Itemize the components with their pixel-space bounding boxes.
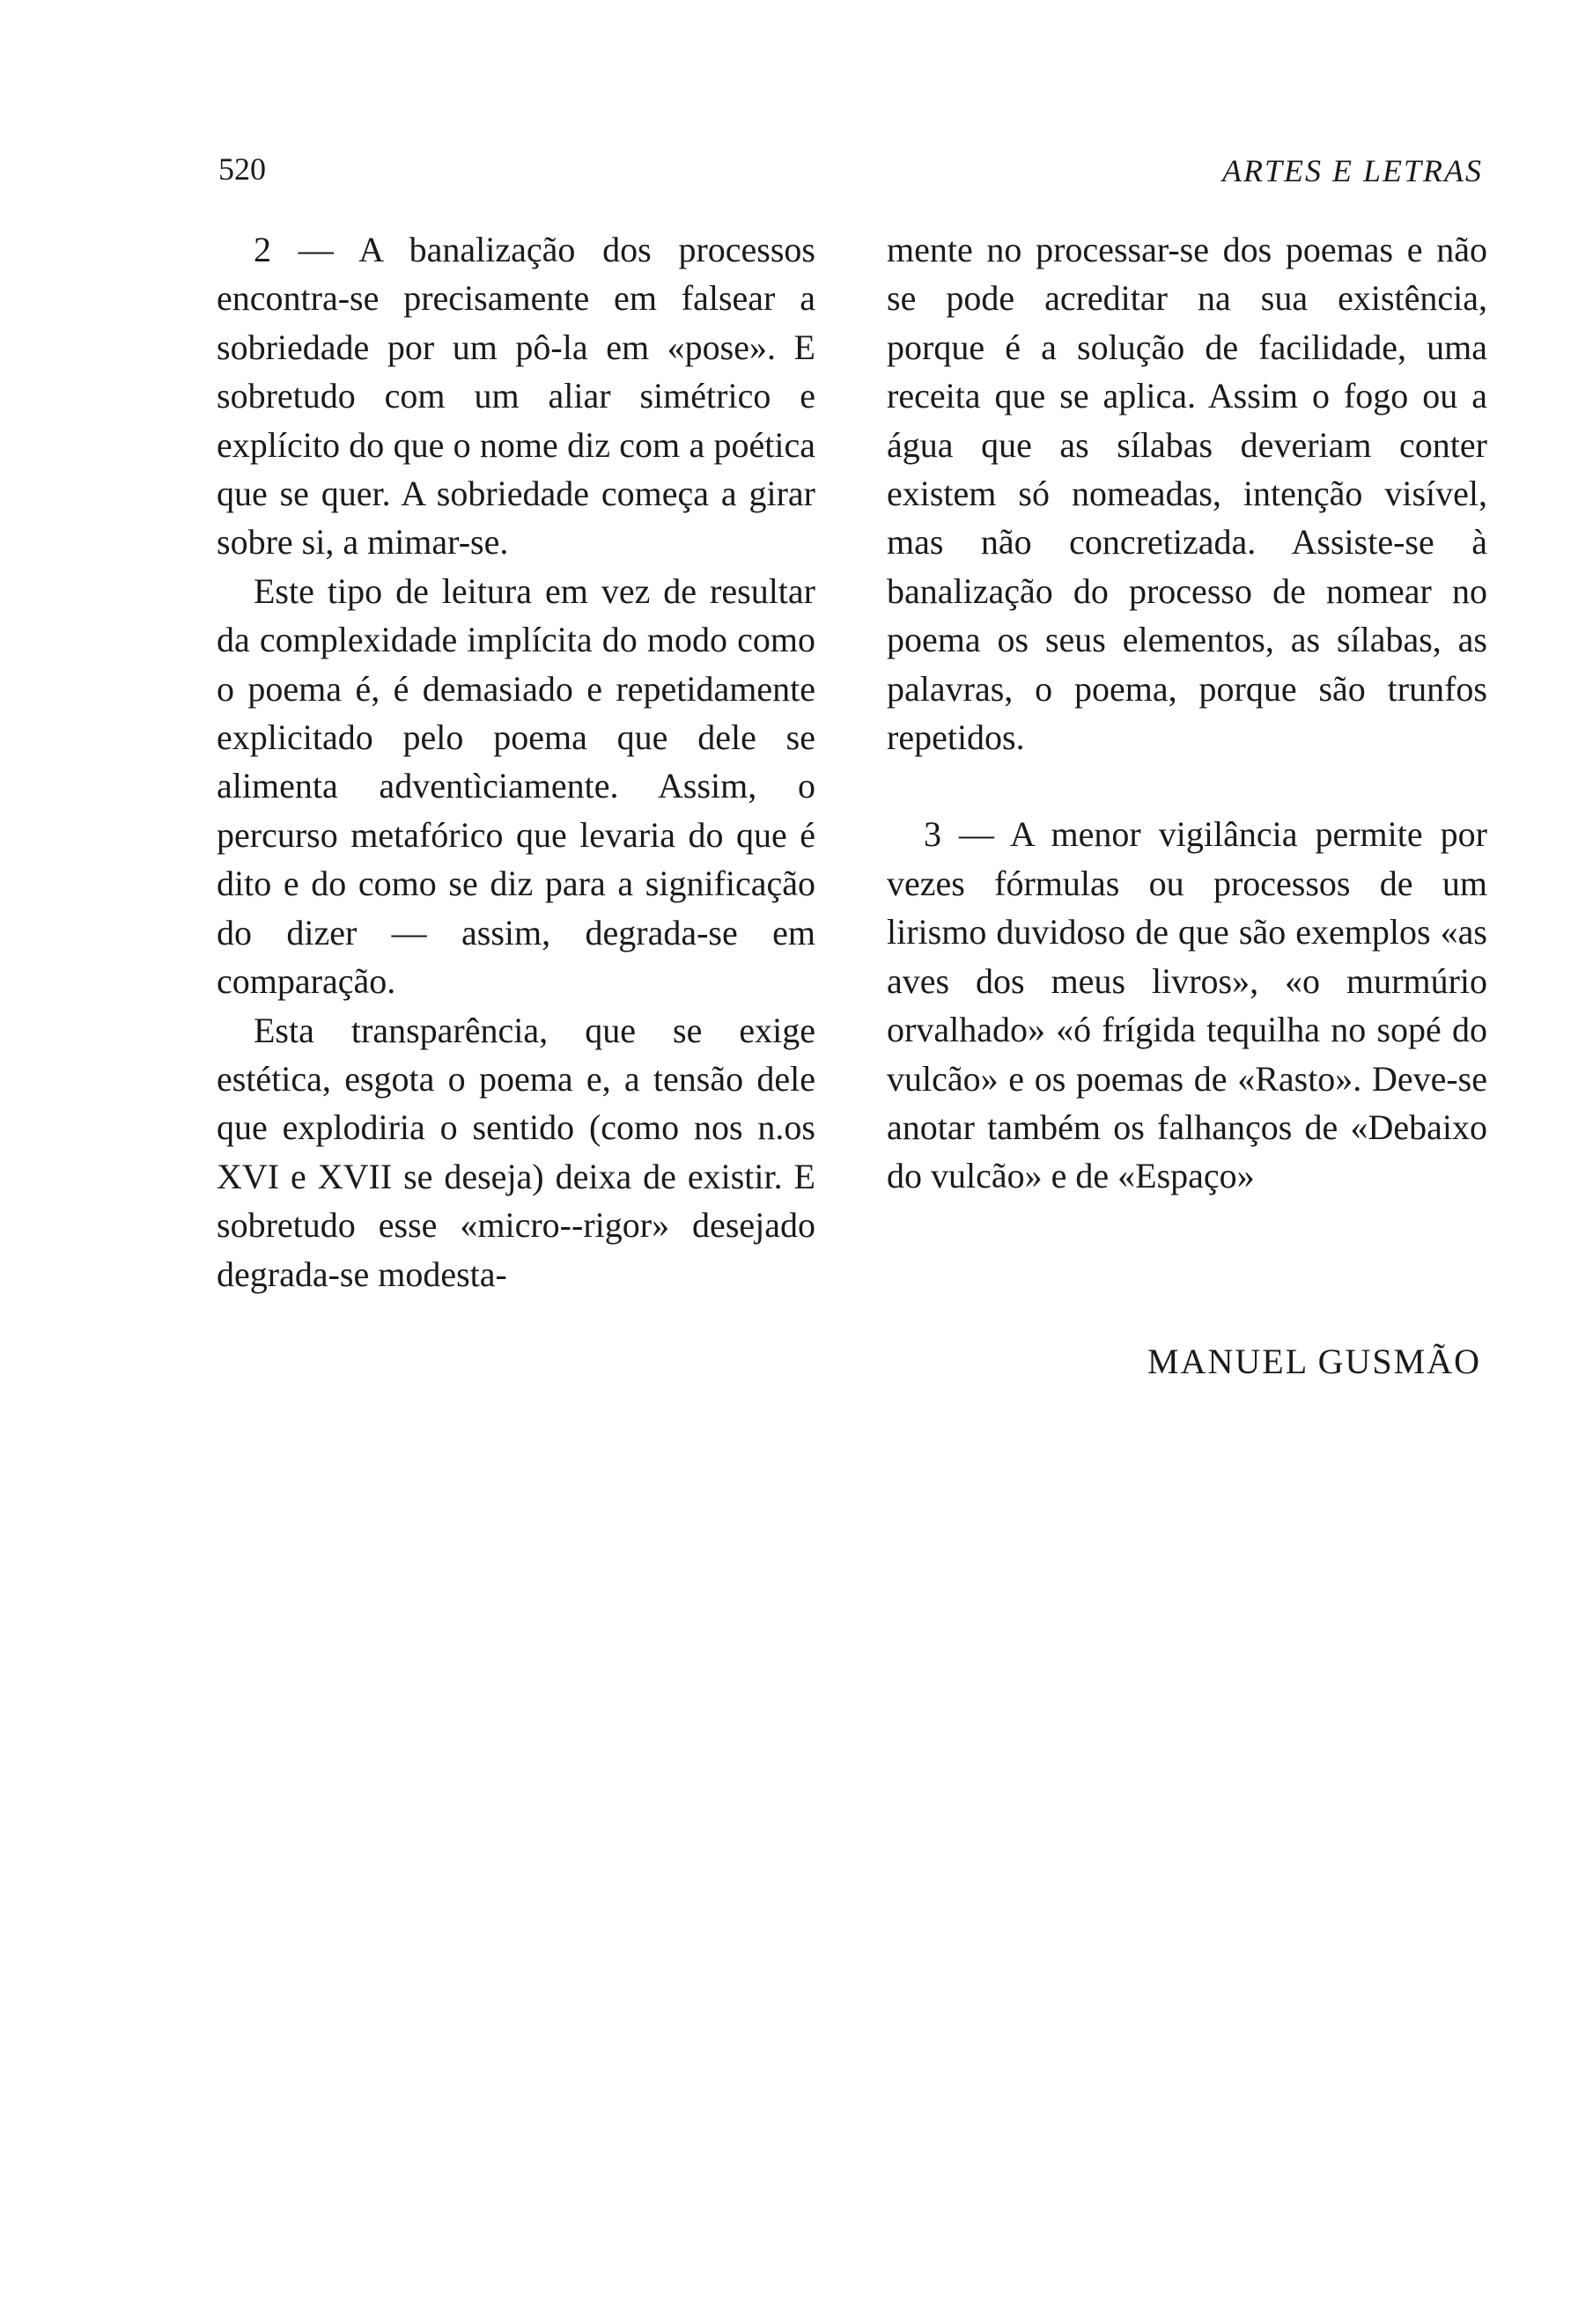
- paragraph: 3 — A menor vigilância permite por vezes fórmulas ou processos de um lirismo duvidoso de que são exemplos «as aves dos meus livros», «o murmúrio orvalhado» «ó frígida tequilha no sopé do vulcão» e os poemas de «Rasto». Deve-se anotar também os falhanços de «Debaixo do vulcão» e de «Espaço»: [887, 814, 1487, 1196]
- paragraph-continuation: mente no processar-se dos poemas e não se pode acreditar na sua existência, porque é a solução de facilidade, uma receita que se aplica. Assim o fogo ou a água que as sílabas deveriam conter existem só nomeadas, intenção visível, mas não concretizada. Assiste-se à banalização do processo de nomear no poema os seus elementos, as sílabas, as palavras, o poema, porque são trunfos repetidos.: [887, 230, 1487, 758]
- page-number: 520: [218, 151, 266, 187]
- left-column: [217, 225, 815, 1298]
- paragraph: 2 — A banalização dos processos encontra-se precisamente em falsear a sobriedade por um pô-la em «pose». E sobretudo com um aliar simétrico e explícito do que o nome diz com a poética que se quer. A sobriedade começa a girar sobre si, a mimar-se.: [217, 230, 815, 563]
- paragraph: Este tipo de leitura em vez de resultar da complexidade implícita do modo como o poema é, é demasiado e repetidamente explicitado pelo poema que dele se alimenta adventìciamente. Assim, o percurso metafórico que levaria do que é dito e do como se diz para a significação do dizer — assim, degrada-se em comparação.: [217, 570, 815, 1002]
- author-signature: MANUEL GUSMÃO: [1147, 1342, 1481, 1381]
- running-header: ARTES E LETRAS: [1222, 153, 1483, 188]
- paragraph: Esta transparência, que se exige estética, esgota o poema e, a tensão dele que explodiria o sentido (como nos n.os XVI e XVII se deseja) deixa de existir. E sobretudo esse «micro--rigor» desejado degrada-se modesta-: [217, 1010, 815, 1294]
- right-column: [887, 225, 1487, 1201]
